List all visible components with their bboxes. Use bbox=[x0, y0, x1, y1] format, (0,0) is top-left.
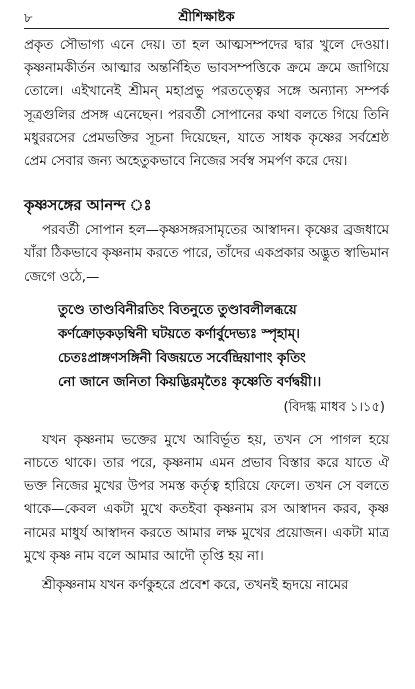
section-heading: কৃষ্ণসঙ্গের আনন্দ ঃ bbox=[24, 196, 152, 215]
paragraph-4: শ্রীকৃষ্ণনাম যখন কর্ণকুহরে প্রবেশ করে, তখনই হৃদয়ে নামের bbox=[42, 578, 349, 594]
paragraph-2: পরবর্তী সোপান হল—কৃষ্ণসঙ্গরসামৃতের আস্বাদন। কৃষ্ণের ব্রজধামে যাঁরা ঠিকভাবে কৃষ্ণনাম করতে পারে, তাঁদের একপ্রকার অদ্ভুত স্বাভিমান জেগে ওঠে,— bbox=[24, 223, 389, 285]
verse-line-3: চেতঃপ্রাঙ্গণসঙ্গিনী বিজয়তে সর্বেন্দ্রিয়াণাং কৃতিং bbox=[58, 350, 306, 366]
verse-line-1: তুণ্ডে তাণ্ডবিনীরতিং বিতনুতে তুণ্ডাবলীলব্ধয়ে bbox=[58, 302, 297, 318]
sanskrit-verse bbox=[58, 299, 389, 395]
running-title: শ্রীশিক্ষাষ্টক bbox=[178, 10, 235, 25]
verse-citation: (বিদগ্ধ মাধব ১।১৫) bbox=[283, 399, 385, 415]
verse-line-4: নো জানে জনিতা কিয়দ্ভিরমৃতৈঃ কৃষ্ণেতি বর্ণদ্বয়ী।। bbox=[58, 374, 322, 390]
page-header bbox=[24, 0, 389, 30]
paragraph-3: যখন কৃষ্ণনাম ভক্তের মুখে আবির্ভূত হয়, তখন সে পাগল হয়ে নাচতে থাকে। তার পরে, কৃষ্ণনাম এমন প্রভাব বিস্তার করে যাতে ঐ ভক্ত নিজের মুখের উপর সমস্ত কর্তৃত্ব হারিয়ে ফেলে। তখন সে বলতে থাকে—কেবল একটা মুখে কতইবা কৃষ্ণনাম রস আস্বাদন করব, কৃষ্ণ নামের মাধুর্য আস্বাদন করতে আমার লক্ষ মুখের প্রয়োজন। একটা মাত্র মুখে কৃষ্ণ নাম বলে আমার আদৌ তৃপ্তি হয় না। bbox=[24, 432, 389, 564]
paragraph-1: প্রকৃত সৌভাগ্য এনে দেয়। তা হল আত্মসম্পদের দ্বার খুলে দেওয়া। কৃষ্ণনামকীর্তন আত্মার অন্তর্নিহিত ভাবসম্পত্তিকে ক্রমে ক্রমে জাগিয়ে তোলে। এইখানেই শ্রীমন্ মহাপ্রভু পরতত্ত্বের সঙ্গে অন্যান্য সম্পর্ক সূত্রগুলির প্রসঙ্গ এনেছেন। পরবর্তী সোপানের কথা বলতে গিয়ে তিনি মধুররসের প্রেমভক্তির সূচনা দিয়েছেন, যাতে সাধক কৃষ্ণের সর্বশ্রেষ্ঠ প্রেম সেবার জন্য অহেতুকভাবে নিজের সর্বস্ব সমর্পণ করে দেয়। bbox=[24, 38, 389, 170]
page-number: ৮ bbox=[24, 11, 33, 26]
verse-line-2: কর্ণক্রোড়কড়ম্বিনী ঘটয়তে কর্ণার্বুদেভ্যঃ স্পৃহাম্। bbox=[58, 326, 300, 342]
header-rule bbox=[24, 28, 389, 29]
